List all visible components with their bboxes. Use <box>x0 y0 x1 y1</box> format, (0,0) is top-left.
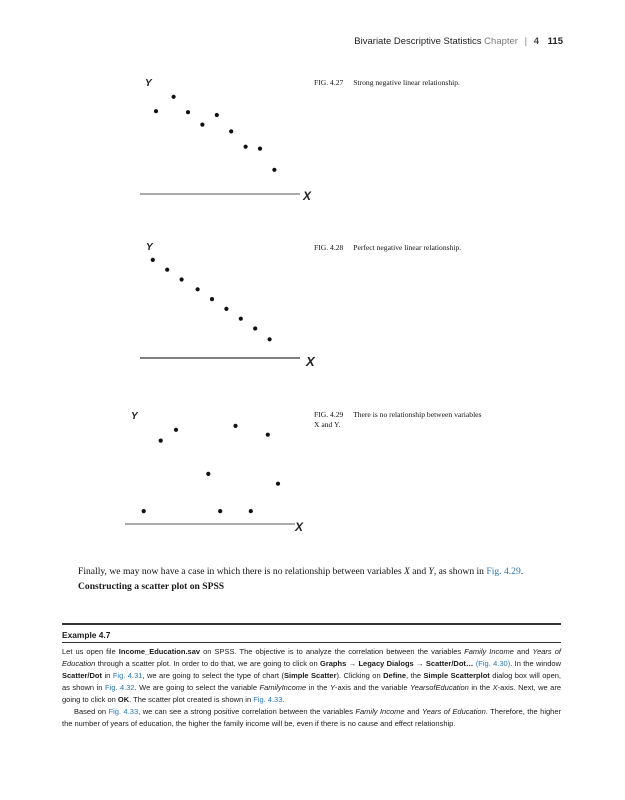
text-run: , we are going to select the type of chart ( <box>142 671 284 680</box>
scatter-plot-4-27 <box>140 76 320 201</box>
scatter-point <box>180 277 184 281</box>
figure-link[interactable]: Fig. 4.33 <box>253 695 283 704</box>
y-axis-label: Y <box>146 242 153 253</box>
example-top-rule <box>62 623 561 625</box>
text-run: . <box>282 695 285 704</box>
chapter-word: Chapter <box>484 36 518 47</box>
text-run: and <box>513 647 533 656</box>
scatter-point <box>218 509 222 513</box>
scatter-point <box>186 110 190 114</box>
text-run: in <box>102 671 113 680</box>
text-run: Scatter/Dot <box>62 671 103 680</box>
caption-text-line1: There is no relationship between variables <box>353 410 482 419</box>
caption-text: Perfect negative linear relationship. <box>353 243 462 252</box>
text-run: Simple Scatterplot <box>423 671 490 680</box>
text-run: Income_Education.sav <box>118 647 201 656</box>
text-run: -axis and the variable <box>335 683 411 692</box>
scatter-point <box>154 109 158 113</box>
text-run: Graphs <box>319 659 347 668</box>
scatter-point <box>268 337 272 341</box>
text-run: FamilyIncome <box>259 683 307 692</box>
scatter-plot-4-29 <box>125 407 315 535</box>
figure-4-28-caption <box>314 243 461 253</box>
scatter-point <box>151 258 155 262</box>
figure-number: FIG. 4.27 <box>314 78 344 87</box>
section-subheading: Constructing a scatter plot on SPSS <box>78 581 225 592</box>
figure-link[interactable]: Fig. 4.32 <box>104 683 135 692</box>
text-run: YearsofEducation <box>410 683 469 692</box>
scatter-point <box>215 113 219 117</box>
scatter-point <box>142 509 146 513</box>
chapter-number: 4 <box>533 36 540 47</box>
scatter-point <box>272 168 276 172</box>
scatter-point <box>224 307 228 311</box>
scatter-point <box>233 424 237 428</box>
text-run: . Therefore, the higher the number of years of education, the higher the family income will be, even if there is no cause and effect relationship. <box>62 707 561 728</box>
text-run: Family Income <box>464 647 514 656</box>
text-run: ). Clicking on <box>336 671 384 680</box>
text-run: Finally, we may now have a case in which there is no relationship between variables <box>78 566 404 577</box>
text-run: X <box>404 566 410 577</box>
scatter-point <box>206 472 210 476</box>
text-run: and <box>404 707 423 716</box>
figure-number: FIG. 4.28 <box>314 243 344 252</box>
text-run: Simple Scatter <box>283 671 337 680</box>
running-header <box>354 36 563 47</box>
scatter-point <box>253 326 257 330</box>
text-run: Let us open file <box>62 647 119 656</box>
text-run: X <box>492 683 498 692</box>
text-run: -axis. Next, we are going to click on <box>62 683 562 704</box>
text-run: OK <box>117 695 130 704</box>
text-run: Family Income <box>355 707 405 716</box>
text-run: through a scatter plot. In order to do that, we are going to click on <box>95 659 320 668</box>
scatter-point <box>210 297 214 301</box>
scatter-point <box>174 428 178 432</box>
y-axis-label: Y <box>131 411 138 422</box>
figure-4-28 <box>140 240 320 369</box>
text-run: on SPSS. The objective is to analyze the correlation between the variables <box>200 647 465 656</box>
text-run: dialog box will open, as shown in <box>62 671 562 692</box>
body-paragraph <box>78 566 523 577</box>
example-body <box>62 646 561 730</box>
caption-text-line2: X and Y. <box>314 420 341 429</box>
text-run: , the <box>406 671 424 680</box>
text-run: → <box>413 659 426 668</box>
text-run: Years of Education <box>422 707 486 716</box>
scatter-point <box>159 439 163 443</box>
figure-link[interactable]: Fig. 4.33 <box>108 707 139 716</box>
y-axis-label: Y <box>145 78 152 89</box>
text-run: in the <box>468 683 493 692</box>
scatter-point <box>249 509 253 513</box>
example-divider <box>62 642 561 643</box>
x-axis-label: X <box>295 520 304 534</box>
x-axis-label: X <box>306 354 315 369</box>
scatter-point <box>229 129 233 133</box>
text-run: , as shown in <box>433 566 487 577</box>
scatter-point <box>258 147 262 151</box>
text-run: . We are going to select the variable <box>134 683 260 692</box>
scatter-point <box>266 433 270 437</box>
text-run: . The scatter plot created is shown in <box>129 695 254 704</box>
figure-link[interactable]: Fig. 4.29 <box>486 566 521 577</box>
figure-link[interactable]: (Fig. 4.30) <box>475 659 511 668</box>
text-run: Y <box>329 683 335 692</box>
text-run: → <box>346 659 359 668</box>
text-run: and <box>409 566 429 577</box>
text-run: Y <box>428 566 434 577</box>
text-run: Legacy Dialogs <box>358 659 414 668</box>
text-run: , we can see a strong positive correlation between the variables <box>138 707 356 716</box>
example-paragraph-2 <box>62 706 561 730</box>
text-run: . In the window <box>510 659 561 668</box>
text-run: Define <box>383 671 407 680</box>
figure-4-29-caption <box>314 410 482 430</box>
scatter-point <box>200 123 204 127</box>
example-paragraph-1 <box>62 646 561 706</box>
figure-4-27-caption <box>314 78 460 88</box>
figure-4-29 <box>125 407 315 535</box>
caption-text: Strong negative linear relationship. <box>353 78 460 87</box>
scatter-plot-4-28 <box>140 240 320 369</box>
scatter-point <box>165 268 169 272</box>
figure-link[interactable]: Fig. 4.31 <box>112 671 143 680</box>
figure-4-27 <box>140 76 320 201</box>
figure-number: FIG. 4.29 <box>314 410 344 419</box>
text-run: Scatter/Dot… <box>425 659 474 668</box>
scatter-point <box>196 287 200 291</box>
scatter-point <box>172 95 176 99</box>
text-run: Years of Education <box>62 647 561 668</box>
text-run: Based on <box>74 707 109 716</box>
running-title: Bivariate Descriptive Statistics <box>354 36 482 47</box>
header-separator: | <box>524 36 528 47</box>
scatter-point <box>239 317 243 321</box>
scatter-point <box>276 482 280 486</box>
text-run: . <box>520 566 524 577</box>
page-number: 115 <box>547 36 563 47</box>
text-run: in the <box>306 683 330 692</box>
example-title: Example 4.7 <box>62 630 111 640</box>
scatter-point <box>244 145 248 149</box>
x-axis-label: X <box>303 189 312 203</box>
